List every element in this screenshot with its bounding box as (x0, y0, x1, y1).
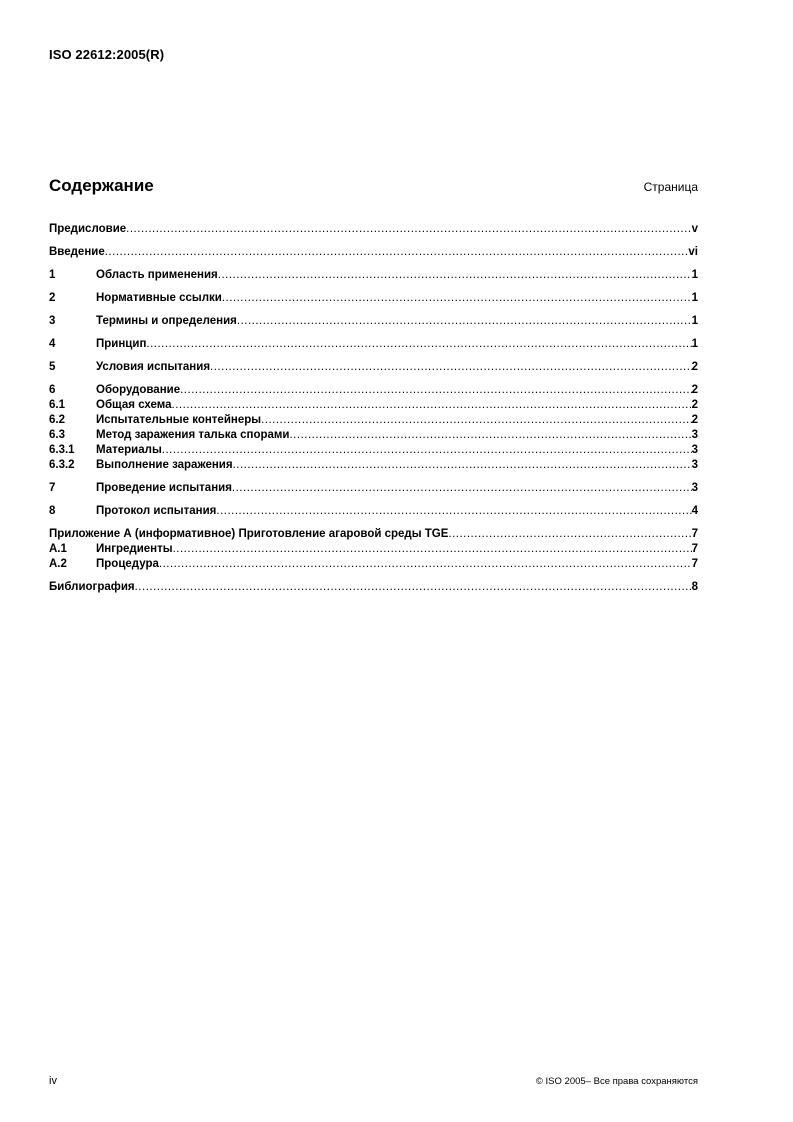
toc-list (49, 222, 698, 595)
toc-entry-page: 1 (691, 269, 698, 281)
toc-entry-page: 3 (691, 459, 698, 471)
toc-dot-leader (218, 268, 692, 283)
toc-entry-title: Принцип (96, 338, 147, 350)
toc-entry[interactable] (49, 413, 698, 428)
toc-dot-leader (173, 542, 692, 557)
toc-entry-number: 7 (49, 482, 56, 494)
toc-dot-leader (237, 314, 692, 329)
toc-entry-title: Термины и определения (96, 315, 237, 327)
toc-entry-number: 6.1 (49, 399, 65, 411)
toc-entry[interactable] (49, 360, 698, 375)
toc-entry[interactable] (49, 481, 698, 496)
toc-entry-title: Условия испытания (96, 361, 211, 373)
toc-entry[interactable] (49, 458, 698, 473)
toc-entry-number: 6.3.2 (49, 459, 75, 471)
toc-dot-leader (261, 413, 692, 428)
toc-dot-leader (210, 360, 692, 375)
toc-entry[interactable] (49, 291, 698, 306)
toc-entry-page: 3 (691, 429, 698, 441)
toc-entry-page: 2 (691, 399, 698, 411)
toc-entry-title: Предисловие (49, 223, 127, 235)
toc-entry[interactable] (49, 314, 698, 329)
toc-entry[interactable] (49, 337, 698, 352)
toc-entry[interactable] (49, 580, 698, 595)
toc-entry-title: Выполнение заражения (96, 459, 233, 471)
toc-entry-page: 2 (691, 414, 698, 426)
toc-entry-title: Материалы (96, 444, 162, 456)
document-id: ISO 22612:2005(R) (49, 47, 165, 62)
toc-dot-leader (126, 222, 691, 237)
toc-dot-leader (180, 383, 691, 398)
toc-entry-number: 2 (49, 292, 56, 304)
toc-entry-title: Испытательные контейнеры (96, 414, 262, 426)
toc-entry-number: 3 (49, 315, 56, 327)
toc-entry-title: Введение (49, 246, 105, 258)
toc-entry-page: 8 (691, 581, 698, 593)
toc-dot-leader (159, 557, 692, 572)
toc-entry-title: Процедура (96, 558, 159, 570)
toc-entry[interactable] (49, 542, 698, 557)
toc-dot-leader (289, 428, 691, 443)
toc-entry-title: Библиография (49, 581, 135, 593)
toc-entry[interactable] (49, 527, 698, 542)
toc-entry-number: 6.3.1 (49, 444, 75, 456)
toc-entry-title: Нормативные ссылки (96, 292, 222, 304)
toc-dot-leader (172, 398, 692, 413)
toc-dot-leader (448, 527, 691, 542)
toc-entry-page: 3 (691, 482, 698, 494)
toc-entry[interactable] (49, 398, 698, 413)
toc-entry-page: 2 (691, 361, 698, 373)
toc-entry-page: 3 (691, 444, 698, 456)
toc-entry-number: A.2 (49, 558, 67, 570)
toc-entry-title: Протокол испытания (96, 505, 217, 517)
toc-entry[interactable] (49, 383, 698, 398)
toc-entry-title: Общая схема (96, 399, 172, 411)
toc-entry-page: 7 (691, 528, 698, 540)
toc-entry[interactable] (49, 504, 698, 519)
toc-header (49, 176, 698, 200)
toc-entry-title: Область применения (96, 269, 218, 281)
toc-entry-number: 5 (49, 361, 56, 373)
toc-entry-page: 1 (691, 338, 698, 350)
toc-entry[interactable] (49, 268, 698, 283)
page-column-label: Страница (643, 180, 698, 194)
toc-entry-page: 7 (691, 543, 698, 555)
toc-entry-number: 1 (49, 269, 56, 281)
toc-dot-leader (222, 291, 692, 306)
toc-entry[interactable] (49, 428, 698, 443)
toc-entry[interactable] (49, 557, 698, 572)
toc-entry[interactable] (49, 443, 698, 458)
toc-dot-leader (232, 481, 692, 496)
footer-copyright: © ISO 2005– Все права сохраняются (535, 1076, 698, 1087)
toc-entry-title: Метод заражения талька спорами (96, 429, 290, 441)
toc-entry-page: 2 (691, 384, 698, 396)
footer-page-number: iv (49, 1075, 57, 1087)
toc-entry-title: Приложение А (информативное) Приготовление агаровой среды TGE (49, 528, 449, 540)
toc-entry-number: A.1 (49, 543, 67, 555)
toc-entry-title: Оборудование (96, 384, 181, 396)
toc-entry-number: 6.2 (49, 414, 65, 426)
toc-dot-leader (105, 245, 689, 260)
toc-entry-page: 1 (691, 292, 698, 304)
toc-entry-title: Ингредиенты (96, 543, 173, 555)
toc-entry-number: 8 (49, 505, 56, 517)
toc-dot-leader (146, 337, 691, 352)
toc-entry-page: 7 (691, 558, 698, 570)
toc-entry-page: vi (688, 246, 698, 258)
toc-entry-title: Проведение испытания (96, 482, 232, 494)
toc-dot-leader (162, 443, 692, 458)
toc-entry-page: v (691, 223, 698, 235)
toc-title: Содержание (49, 176, 154, 195)
toc-dot-leader (135, 580, 692, 595)
toc-entry[interactable] (49, 222, 698, 237)
toc-dot-leader (233, 458, 692, 473)
toc-entry-page: 1 (691, 315, 698, 327)
toc-entry-number: 6.3 (49, 429, 65, 441)
toc-dot-leader (216, 504, 691, 519)
toc-entry-number: 4 (49, 338, 56, 350)
toc-entry-number: 6 (49, 384, 56, 396)
toc-entry[interactable] (49, 245, 698, 260)
toc-entry-page: 4 (691, 505, 698, 517)
